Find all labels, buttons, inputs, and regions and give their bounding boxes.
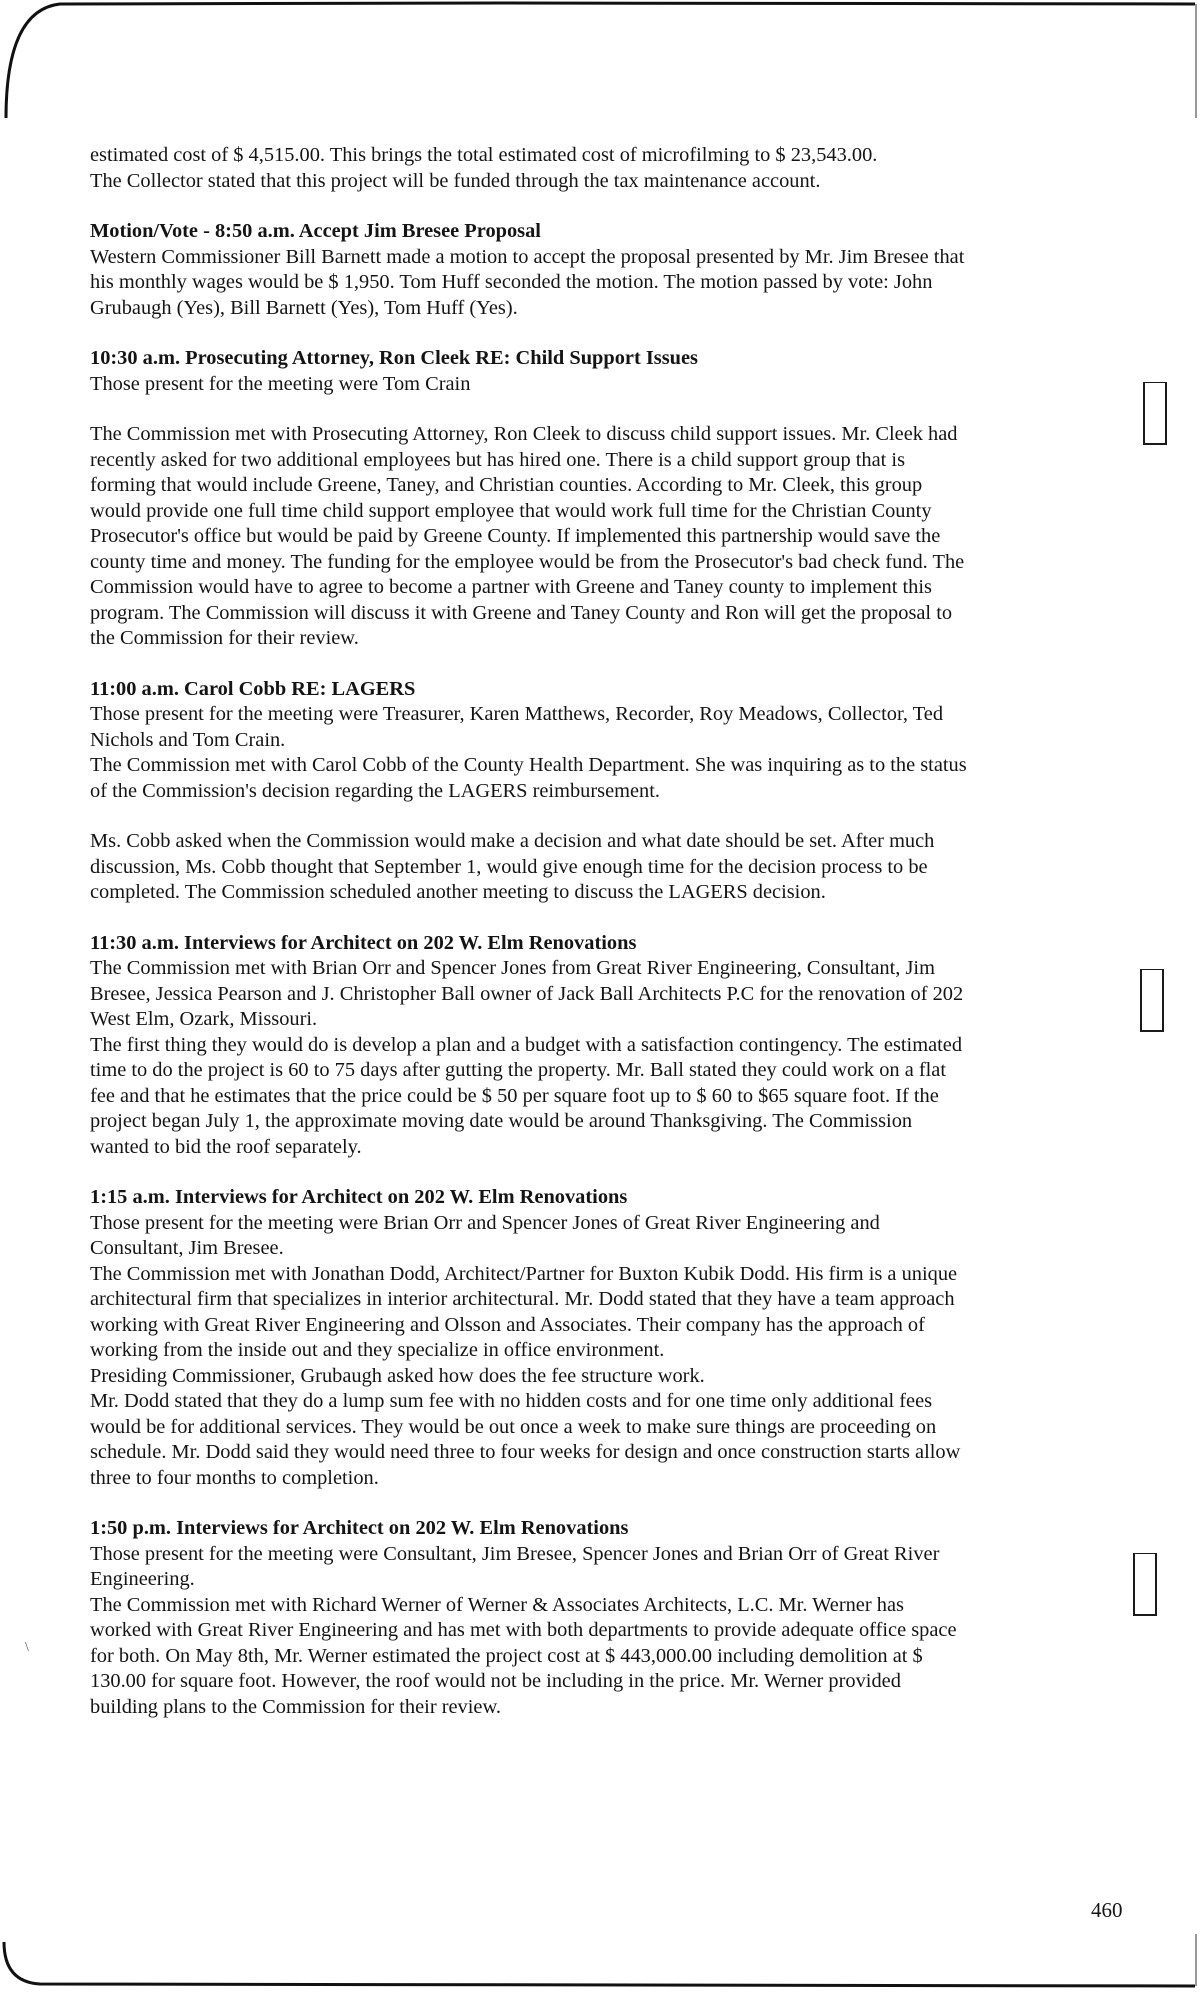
section-lagers	[90, 677, 1120, 906]
margin-bracket-mark	[1143, 382, 1167, 445]
section-heading: 1:15 a.m. Interviews for Architect on 202 W. Elm Renovations	[90, 1186, 628, 1208]
section-heading: 1:50 p.m. Interviews for Architect on 202 W. Elm Renovations	[90, 1517, 629, 1539]
section-paragraph: Those present for the meeting were Treasurer, Karen Matthews, Recorder, Roy Meadows, Collector, Ted Nichols and Tom Crain. The Commission met with Carol Cobb of the County Health Department. She was inquiring as to the status of the Commission's decision regarding the LAGERS reimbursement.	[90, 703, 967, 802]
section-paragraph: The Commission met with Brian Orr and Spencer Jones from Great River Engineering, Consultant, Jim Bresee, Jessica Pearson and J. Christopher Ball owner of Jack Ball Architects P.C for the renovation of 202 West Elm, Ozark, Missouri. The first thing they would do is develop a plan and a budget with a satisfaction contingency. The estimated time to do the project is 60 to 75 days after gutting the property. Mr. Ball stated they could work on a flat fee and that he estimates that the price could be $ 50 per square foot up to $ 60 to $65 square foot. If the project began July 1, the approximate moving date would be around Thanksgiving. The Commission wanted to bid the roof separately.	[90, 957, 964, 1158]
section-paragraph: Those present for the meeting were Brian Orr and Spencer Jones of Great River Engineering and Consultant, Jim Bresee. The Commission met with Jonathan Dodd, Architect/Partner for Buxton Kubik Dodd. His firm is a unique architectural firm that specializes in interior architectural. Mr. Dodd stated that they have a team approach working with Great River Engineering and Olsson and Associates. Their company has the approach of working from the inside out and they specialize in office environment. Presiding Commissioner, Grubaugh asked how does the fee structure work. Mr. Dodd stated that they do a lump sum fee with no hidden costs and for one time only additional fees would be for additional services. They would be out once a week to make sure things are proceeding on schedule. Mr. Dodd said they would need three to four weeks for design and once construction starts allow three to four months to completion.	[90, 1211, 961, 1489]
opening-section	[90, 143, 1120, 194]
section-heading: 11:00 a.m. Carol Cobb RE: LAGERS	[90, 677, 416, 700]
section-paragraph: Western Commissioner Bill Barnett made a motion to accept the proposal presented by Mr. Jim Bresee that his monthly wages would be $ 1,950. Tom Huff seconded the motion. The motion passed by vote: John Grubaugh (Yes), Bill Barnett (Yes), Tom Huff (Yes).	[90, 245, 965, 319]
section-motion-vote	[90, 219, 1120, 321]
section-heading: 10:30 a.m. Prosecuting Attorney, Ron Cleek RE: Child Support Issues	[90, 347, 698, 369]
section-paragraph: Ms. Cobb asked when the Commission would make a decision and what date should be set. After much discussion, Ms. Cobb thought that September 1, would give enough time for the decision process to be completed. The Commission scheduled another meeting to discuss the LAGERS decision.	[90, 830, 935, 903]
page-number: 460	[1091, 1898, 1123, 1922]
section-architect-150	[90, 1516, 1120, 1720]
section-architect-115	[90, 1185, 1120, 1491]
margin-bracket-mark	[1140, 969, 1164, 1032]
section-paragraph: Those present for the meeting were Tom Crain	[90, 372, 471, 395]
margin-bracket-mark	[1133, 1553, 1157, 1616]
section-heading: Motion/Vote - 8:50 a.m. Accept Jim Bresee Proposal	[90, 220, 541, 242]
stray-mark: \	[25, 1640, 29, 1655]
section-paragraph: The Commission met with Prosecuting Attorney, Ron Cleek to discuss child support issues. Mr. Cleek had recently asked for two additional employees but has hired one. There is a child support group that is forming that would include Greene, Taney, and Christian counties. According to Mr. Cleek, this group would provide one full time child support employee that would work full time for the Christian County Prosecutor's office but would be paid by Greene County. If implemented this partnership would save the county time and money. The funding for the employee would be from the Prosecutor's bad check fund. The Commission would have to agree to become a partner with Greene and Taney county to implement this program. The Commission will discuss it with Greene and Taney County and Ron will get the proposal to the Commission for their review.	[90, 423, 965, 649]
page-edge-top	[0, 0, 1200, 120]
section-architect-1130	[90, 931, 1120, 1161]
opening-paragraph: estimated cost of $ 4,515.00. This brings the total estimated cost of microfilming to $ 23,543.00. The Collector stated that this project will be funded through the tax maintenance account.	[90, 144, 878, 192]
page-edge-bottom	[0, 1934, 1200, 1994]
section-paragraph: Those present for the meeting were Consultant, Jim Bresee, Spencer Jones and Brian Orr of Great River Engineering. The Commission met with Richard Werner of Werner & Associates Architects, L.C. Mr. Werner has worked with Great River Engineering and has met with both departments to provide adequate office space for both. On May 8th, Mr. Werner estimated the project cost at $ 443,000.00 including demolition at $ 130.00 for square foot. However, the roof would not be including in the price. Mr. Werner provided building plans to the Commission for their review.	[90, 1542, 957, 1718]
document-body	[90, 143, 1120, 1745]
section-heading: 11:30 a.m. Interviews for Architect on 202 W. Elm Renovations	[90, 931, 637, 954]
section-child-support	[90, 346, 1120, 652]
